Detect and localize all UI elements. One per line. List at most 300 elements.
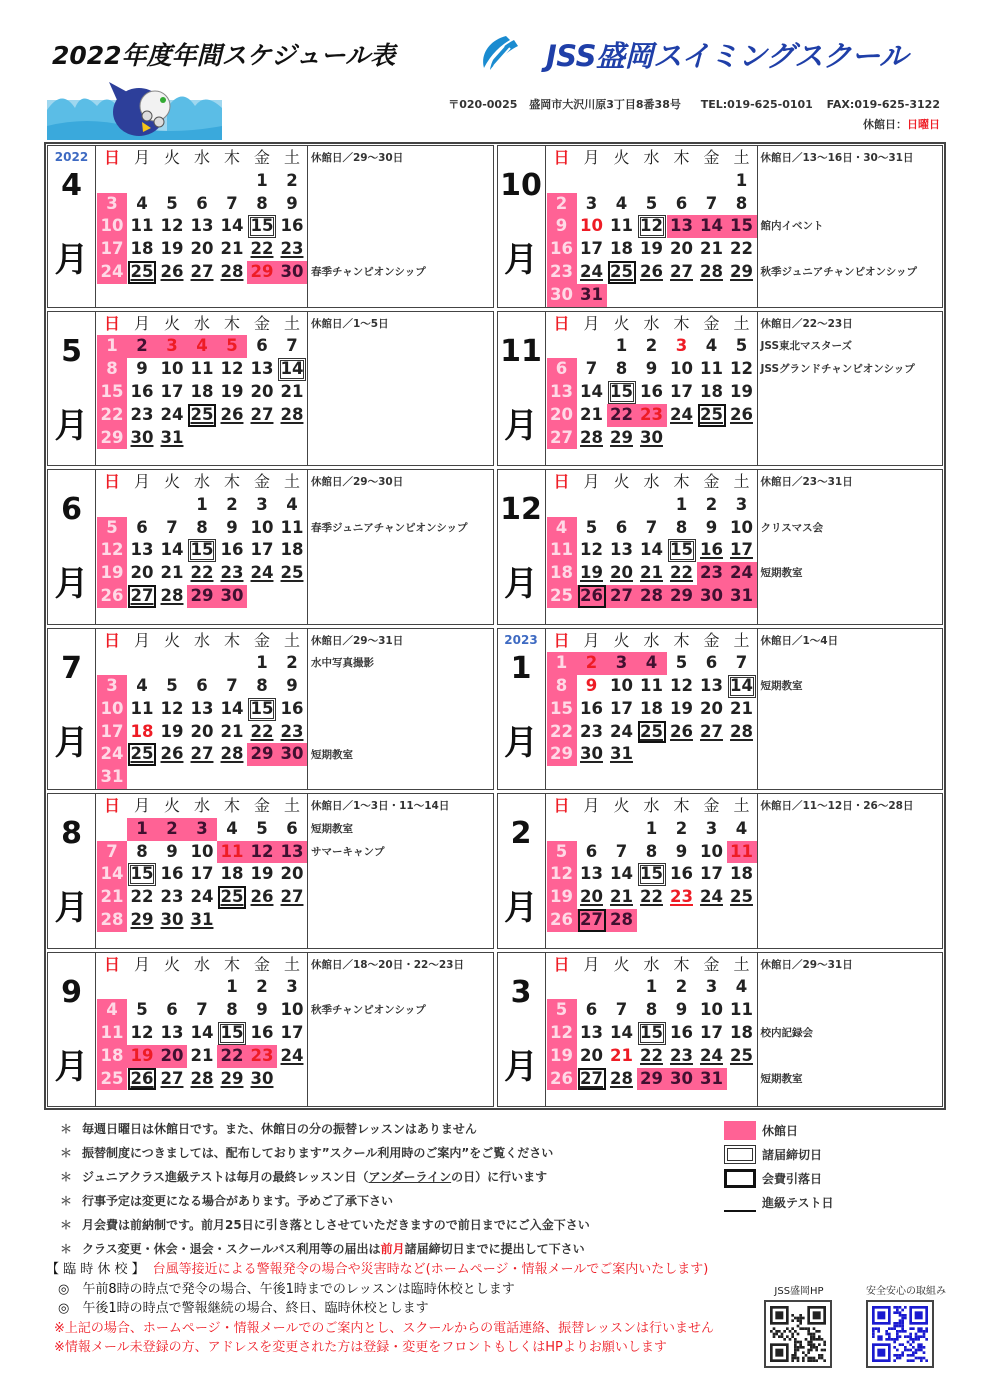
day-number: 15 <box>100 381 124 401</box>
weekday-label: 水 <box>193 472 210 492</box>
day-cell <box>187 999 217 1022</box>
week-row <box>547 1022 757 1045</box>
day-cell <box>217 562 247 585</box>
week-row <box>547 675 757 698</box>
day-cell <box>97 381 127 404</box>
day-cell <box>277 675 307 698</box>
day-number: 16 <box>280 698 304 718</box>
day-cell <box>217 335 247 358</box>
weekday-label: 木 <box>223 630 240 650</box>
month-calendar <box>546 953 758 1106</box>
day-cell <box>97 1068 127 1091</box>
week-row <box>97 517 307 540</box>
qr-jss-hp[interactable] <box>764 1282 834 1368</box>
day-number: 2 <box>555 193 568 213</box>
day-number: 26 <box>580 586 603 606</box>
week-row <box>97 1045 307 1068</box>
weekday-label: 水 <box>193 313 210 333</box>
day-number: 2 <box>705 494 718 514</box>
day-number: 17 <box>280 1022 304 1042</box>
day-number: 28 <box>160 586 184 606</box>
day-cell <box>577 562 607 585</box>
empty-cell <box>697 170 727 193</box>
day-number: 10 <box>100 216 124 236</box>
day-number: 28 <box>610 910 633 930</box>
day-number: 11 <box>610 216 633 236</box>
day-cell <box>187 404 217 427</box>
day-number: 2 <box>226 494 238 514</box>
day-cell <box>127 427 157 450</box>
day-cell <box>277 999 307 1022</box>
empty-cell <box>277 909 307 932</box>
day-number: 3 <box>286 977 298 997</box>
event-note: 春季チャンピオンシップ <box>311 266 426 278</box>
day-cell <box>277 721 307 744</box>
day-cell <box>247 886 277 909</box>
day-cell <box>577 517 607 540</box>
day-cell <box>547 562 577 585</box>
day-number: 21 <box>280 381 304 401</box>
month-number: 10 <box>500 168 542 203</box>
month-block <box>47 145 494 308</box>
day-cell <box>247 1068 277 1091</box>
legend-label: 諸届締切日 <box>762 1147 823 1162</box>
day-number: 18 <box>700 381 723 401</box>
day-number: 8 <box>226 1000 238 1020</box>
month-block <box>497 311 944 466</box>
day-number: 4 <box>286 494 298 514</box>
day-cell <box>667 585 697 608</box>
day-cell <box>577 999 607 1022</box>
day-number: 15 <box>130 864 154 884</box>
day-number: 22 <box>670 563 693 583</box>
day-number: 12 <box>640 216 663 236</box>
day-number: 31 <box>190 910 214 930</box>
day-cell <box>697 335 727 358</box>
event-note: 秋季チャンピオンシップ <box>311 1004 426 1017</box>
notice-text: ジュニアクラス進級テストは毎月の最終レッスン日（ <box>82 1170 369 1184</box>
day-cell <box>247 1045 277 1068</box>
day-cell <box>97 886 127 909</box>
day-cell <box>667 999 697 1022</box>
day-number: 16 <box>130 381 154 401</box>
event-note: 秋季ジュニアチャンピオンシップ <box>760 266 918 278</box>
week-row <box>97 335 307 358</box>
day-cell <box>187 193 217 216</box>
day-number: 3 <box>166 336 178 356</box>
day-number: 24 <box>190 887 214 907</box>
week-row <box>547 335 757 358</box>
notice-red-text: 前月 <box>380 1242 405 1256</box>
day-number: 11 <box>280 517 304 537</box>
weekday-label: 日 <box>103 313 120 333</box>
day-cell <box>157 562 187 585</box>
day-cell <box>727 999 757 1022</box>
day-cell <box>127 562 157 585</box>
notice-list <box>60 1120 590 1264</box>
day-number: 12 <box>730 359 753 379</box>
day-cell <box>667 238 697 261</box>
month-notes <box>308 953 493 1106</box>
weekday-label: 木 <box>673 796 690 816</box>
day-cell <box>247 999 277 1022</box>
day-cell <box>697 1045 727 1068</box>
month-number: 9 <box>61 974 82 1010</box>
day-number: 17 <box>610 698 633 718</box>
day-number: 26 <box>130 1068 154 1088</box>
day-cell <box>577 863 607 886</box>
day-number: 22 <box>130 887 154 907</box>
day-cell <box>547 1045 577 1068</box>
day-cell <box>217 215 247 238</box>
day-number: 26 <box>670 721 693 741</box>
weekday-label: 火 <box>163 472 180 492</box>
week-row <box>97 652 307 675</box>
postal-code: 〒020-0025 <box>448 98 518 111</box>
day-cell <box>127 1045 157 1068</box>
day-number: 6 <box>166 1000 178 1020</box>
day-number: 6 <box>555 359 568 379</box>
day-cell <box>127 193 157 216</box>
tel-number: TEL:019-625-0101 <box>700 98 813 111</box>
day-number: 4 <box>136 676 148 696</box>
weekday-label: 火 <box>163 796 180 816</box>
day-cell <box>547 1022 577 1045</box>
day-cell <box>187 743 217 766</box>
day-number: 1 <box>226 977 238 997</box>
month-kanji: 月 <box>54 1046 89 1087</box>
day-number: 16 <box>670 864 693 884</box>
day-cell <box>127 539 157 562</box>
day-cell <box>157 427 187 450</box>
day-number: 4 <box>136 193 148 213</box>
weekday-label: 火 <box>613 313 630 333</box>
weekday-header <box>547 147 757 170</box>
day-cell <box>577 585 607 608</box>
day-number: 21 <box>730 698 753 718</box>
week-row <box>547 494 757 517</box>
day-number: 11 <box>130 698 154 718</box>
day-cell <box>727 358 757 381</box>
event-note: 水中写真撮影 <box>311 657 374 670</box>
day-number: 24 <box>280 1045 304 1065</box>
weekday-label: 水 <box>193 796 210 816</box>
day-number: 30 <box>640 427 663 447</box>
weekday-header <box>547 954 757 977</box>
day-cell <box>637 238 667 261</box>
notice-item <box>60 1192 590 1216</box>
notice-text: の日）に行います <box>451 1170 548 1184</box>
day-number: 28 <box>220 744 244 764</box>
day-cell <box>697 261 727 284</box>
day-number: 10 <box>100 698 124 718</box>
day-cell <box>97 427 127 450</box>
day-number: 21 <box>220 721 244 741</box>
day-number: 1 <box>675 494 688 514</box>
day-number: 6 <box>705 653 718 673</box>
empty-cell <box>187 170 217 193</box>
day-cell <box>727 841 757 864</box>
day-cell <box>607 585 637 608</box>
day-cell <box>217 261 247 284</box>
day-number: 25 <box>730 887 753 907</box>
day-cell <box>667 976 697 999</box>
day-number: 27 <box>190 744 214 764</box>
day-number: 20 <box>550 404 573 424</box>
day-cell <box>607 427 637 450</box>
day-number: 4 <box>196 336 208 356</box>
day-cell <box>667 863 697 886</box>
year-label: 2022 <box>54 150 89 164</box>
day-cell <box>607 335 637 358</box>
weekday-label: 月 <box>583 472 600 492</box>
day-cell <box>637 841 667 864</box>
day-cell <box>157 238 187 261</box>
weekday-label: 金 <box>253 148 270 167</box>
weekday-label: 水 <box>643 313 660 333</box>
day-cell <box>727 539 757 562</box>
event-note: JSS東北マスターズ <box>760 340 853 353</box>
day-number: 25 <box>130 261 154 281</box>
day-cell <box>277 215 307 238</box>
day-number: 6 <box>196 193 208 213</box>
day-cell <box>577 1068 607 1091</box>
day-cell <box>277 193 307 216</box>
day-cell <box>157 886 187 909</box>
day-cell <box>607 358 637 381</box>
month-kanji: 月 <box>54 405 89 446</box>
weekday-header <box>97 954 307 977</box>
day-cell <box>217 404 247 427</box>
day-number: 3 <box>705 977 718 997</box>
day-cell <box>607 909 637 932</box>
weekday-header <box>547 471 757 494</box>
week-row <box>547 539 757 562</box>
day-number: 23 <box>670 1045 693 1065</box>
day-cell <box>667 335 697 358</box>
day-cell <box>217 517 247 540</box>
day-cell <box>247 1022 277 1045</box>
day-number: 24 <box>610 721 633 741</box>
day-cell <box>667 675 697 698</box>
weekday-label: 水 <box>643 472 660 492</box>
month-notes <box>308 312 493 465</box>
day-cell <box>97 841 127 864</box>
day-number: 5 <box>166 193 178 213</box>
day-cell <box>247 238 277 261</box>
day-number: 12 <box>160 698 184 718</box>
day-cell <box>577 886 607 909</box>
empty-cell <box>637 284 667 307</box>
day-number: 11 <box>700 359 723 379</box>
day-number: 2 <box>166 818 178 838</box>
empty-cell <box>607 818 637 841</box>
day-number: 4 <box>106 1000 118 1020</box>
weekday-label: 水 <box>643 796 660 816</box>
empty-cell <box>157 976 187 999</box>
day-number: 8 <box>675 517 688 537</box>
day-number: 13 <box>670 216 693 236</box>
day-number: 16 <box>580 698 603 718</box>
weekday-label: 土 <box>733 954 750 974</box>
notice-item <box>60 1120 590 1144</box>
day-cell <box>247 652 277 675</box>
weekday-label: 金 <box>253 630 270 650</box>
day-cell <box>217 841 247 864</box>
legend-closed <box>724 1118 834 1142</box>
day-cell <box>157 404 187 427</box>
day-number: 9 <box>585 676 598 696</box>
day-number: 3 <box>705 818 718 838</box>
day-number: 18 <box>550 563 573 583</box>
weekday-label: 土 <box>733 472 750 492</box>
day-cell <box>157 1022 187 1045</box>
day-cell <box>667 358 697 381</box>
day-number: 5 <box>226 336 238 356</box>
day-cell <box>187 886 217 909</box>
day-cell <box>127 215 157 238</box>
weekday-label: 火 <box>613 796 630 816</box>
month-number: 3 <box>510 974 532 1010</box>
weekday-label: 月 <box>133 472 150 492</box>
empty-cell <box>157 652 187 675</box>
day-cell <box>697 539 727 562</box>
day-cell <box>127 999 157 1022</box>
legend-test <box>724 1190 834 1214</box>
day-cell <box>727 818 757 841</box>
month-kanji: 月 <box>504 722 538 763</box>
day-cell <box>277 976 307 999</box>
week-row <box>97 841 307 864</box>
weekday-label: 金 <box>253 796 270 816</box>
day-number: 28 <box>700 261 723 281</box>
day-number: 29 <box>190 586 214 606</box>
weekday-label: 月 <box>133 148 150 167</box>
month-calendar <box>96 470 308 623</box>
day-number: 10 <box>670 359 693 379</box>
empty-cell <box>127 494 157 517</box>
week-row <box>97 427 307 450</box>
weekday-label: 月 <box>133 796 150 816</box>
empty-cell <box>127 170 157 193</box>
day-cell <box>277 562 307 585</box>
week-row <box>97 170 307 193</box>
month-kanji: 月 <box>54 722 89 763</box>
empty-cell <box>577 494 607 517</box>
day-cell <box>697 721 727 744</box>
day-cell <box>127 675 157 698</box>
day-cell <box>97 909 127 932</box>
day-cell <box>697 999 727 1022</box>
empty-cell <box>247 766 277 789</box>
weekday-label: 水 <box>193 148 210 167</box>
day-number: 8 <box>645 841 658 861</box>
day-number: 21 <box>100 887 124 907</box>
day-number: 28 <box>280 404 304 424</box>
day-number: 28 <box>100 910 124 930</box>
day-cell <box>577 238 607 261</box>
day-cell <box>547 743 577 766</box>
day-number: 30 <box>670 1068 693 1088</box>
day-cell <box>697 215 727 238</box>
week-row <box>547 381 757 404</box>
month-calendar <box>96 146 308 307</box>
empty-cell <box>667 427 697 450</box>
day-number: 19 <box>160 721 184 741</box>
day-number: 10 <box>700 841 723 861</box>
month-label <box>498 146 546 307</box>
day-cell <box>217 193 247 216</box>
week-row <box>97 585 307 608</box>
day-number: 24 <box>100 261 124 281</box>
day-number: 23 <box>550 261 573 281</box>
empty-cell <box>727 1068 757 1091</box>
day-cell <box>97 1045 127 1068</box>
day-number: 27 <box>580 1068 603 1088</box>
day-number: 26 <box>160 261 184 281</box>
empty-cell <box>607 284 637 307</box>
day-number: 30 <box>220 586 244 606</box>
day-cell <box>697 1068 727 1091</box>
day-number: 22 <box>550 721 573 741</box>
day-cell <box>277 863 307 886</box>
day-number: 17 <box>700 864 723 884</box>
day-number: 30 <box>130 427 154 447</box>
empty-cell <box>697 909 727 932</box>
empty-cell <box>217 652 247 675</box>
day-cell <box>187 675 217 698</box>
month-notes <box>308 629 493 790</box>
day-cell <box>607 743 637 766</box>
day-cell <box>157 818 187 841</box>
day-number: 5 <box>675 653 688 673</box>
month-notes <box>308 794 493 947</box>
empty-cell <box>667 743 697 766</box>
day-number: 4 <box>615 193 628 213</box>
week-row <box>547 238 757 261</box>
day-number: 1 <box>256 170 268 190</box>
day-cell <box>577 1022 607 1045</box>
empty-cell <box>247 427 277 450</box>
day-cell <box>187 381 217 404</box>
day-number: 3 <box>106 676 118 696</box>
day-cell <box>547 358 577 381</box>
qr-safety[interactable] <box>866 1282 946 1368</box>
day-number: 19 <box>550 887 573 907</box>
day-cell <box>577 215 607 238</box>
month-label <box>48 146 96 307</box>
day-number: 26 <box>220 404 244 424</box>
day-number: 15 <box>730 216 753 236</box>
day-cell <box>727 886 757 909</box>
month-calendar <box>546 629 758 790</box>
month-number: 7 <box>61 650 82 686</box>
day-number: 30 <box>280 261 304 281</box>
day-cell <box>577 841 607 864</box>
day-number: 24 <box>100 744 124 764</box>
day-cell <box>727 494 757 517</box>
day-cell <box>217 494 247 517</box>
day-number: 1 <box>106 336 118 356</box>
day-cell <box>637 193 667 216</box>
day-number: 31 <box>610 744 633 764</box>
weekday-label: 土 <box>733 796 750 816</box>
week-row <box>547 517 757 540</box>
day-cell <box>577 909 607 932</box>
weekday-label: 水 <box>643 148 660 167</box>
day-number: 6 <box>585 841 598 861</box>
day-number: 22 <box>220 1045 244 1065</box>
